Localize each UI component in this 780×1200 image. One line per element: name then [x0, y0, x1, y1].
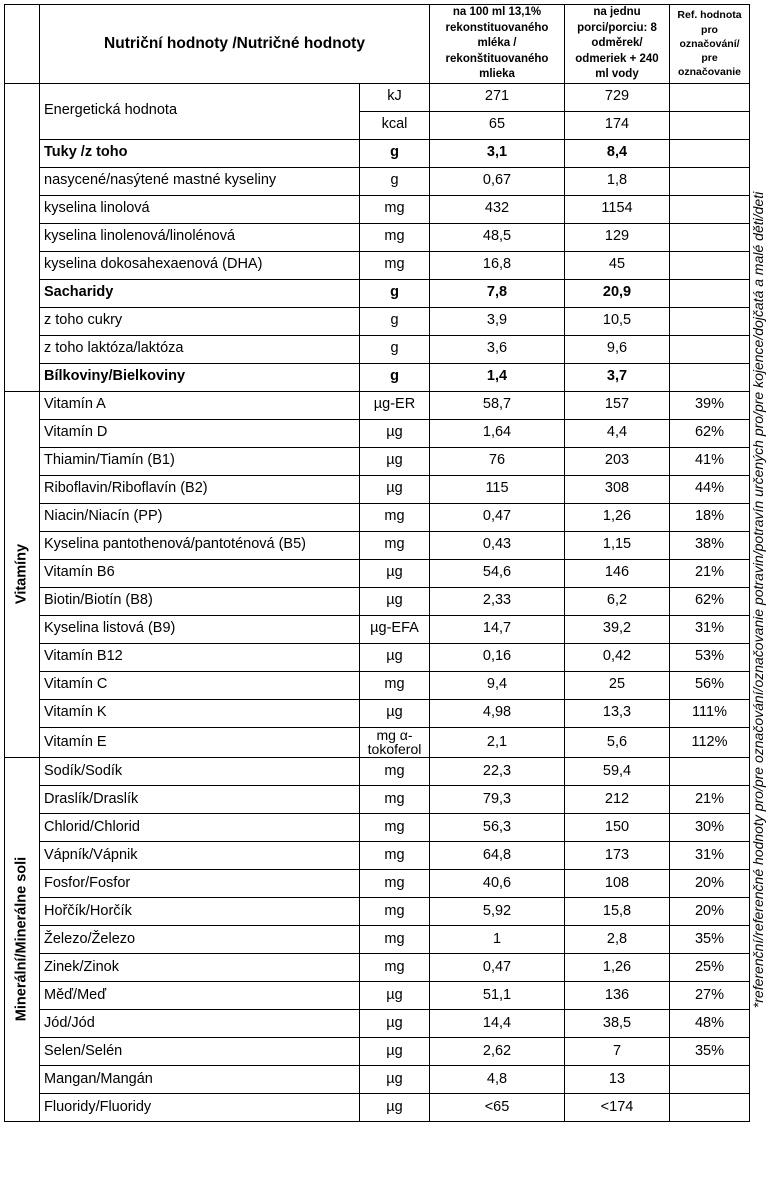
header-corner — [5, 5, 40, 84]
portion-cell: 1,26 — [565, 503, 670, 531]
ref-cell: 38% — [670, 531, 750, 559]
portion-cell: 7 — [565, 1037, 670, 1065]
macro-row — [5, 167, 750, 195]
per100-cell: 64,8 — [430, 841, 565, 869]
unit-cell: g — [360, 363, 430, 391]
ref-cell — [670, 167, 750, 195]
unit-cell: µg — [360, 1009, 430, 1037]
per100-cell: 65 — [430, 111, 565, 139]
nutrient-name: Tuky /z toho — [40, 139, 360, 167]
unit-cell: µg-EFA — [360, 615, 430, 643]
portion-cell: 203 — [565, 447, 670, 475]
ref-cell: 62% — [670, 587, 750, 615]
unit-cell: kcal — [360, 111, 430, 139]
ref-cell — [670, 1093, 750, 1121]
portion-cell: 13,3 — [565, 699, 670, 727]
portion-cell: 6,2 — [565, 587, 670, 615]
ref-cell — [670, 223, 750, 251]
ref-cell: 35% — [670, 1037, 750, 1065]
per100-cell: 271 — [430, 83, 565, 111]
nutrient-name: Riboflavin/Riboflavín (B2) — [40, 475, 360, 503]
portion-cell: 212 — [565, 785, 670, 813]
mineral-row — [5, 1093, 750, 1121]
ref-cell: 48% — [670, 1009, 750, 1037]
unit-cell: mg — [360, 841, 430, 869]
col-header-ref: Ref. hodnota pro označování/ pre označovanie — [670, 5, 750, 84]
nutrient-name: Mangan/Mangán — [40, 1065, 360, 1093]
portion-cell: 3,7 — [565, 363, 670, 391]
per100-cell: 0,43 — [430, 531, 565, 559]
macro-row — [5, 279, 750, 307]
ref-cell: 31% — [670, 615, 750, 643]
mineral-group-cell — [5, 757, 40, 1121]
vitamin-group-label: Vitamíny — [13, 544, 30, 605]
per100-cell: 0,67 — [430, 167, 565, 195]
unit-cell: g — [360, 167, 430, 195]
vitamin-row — [5, 503, 750, 531]
portion-cell: 173 — [565, 841, 670, 869]
unit-line: tokoferol — [367, 741, 422, 758]
unit-cell: g — [360, 139, 430, 167]
unit-cell: µg — [360, 419, 430, 447]
ref-cell: 25% — [670, 953, 750, 981]
nutrient-name: Jód/Jód — [40, 1009, 360, 1037]
nutrient-name: Kyselina pantothenová/pantoténová (B5) — [40, 531, 360, 559]
ref-cell — [670, 363, 750, 391]
per100-cell: 14,7 — [430, 615, 565, 643]
mineral-row — [5, 981, 750, 1009]
unit-line: mg α- — [376, 726, 413, 743]
ref-cell: 56% — [670, 671, 750, 699]
portion-cell: 20,9 — [565, 279, 670, 307]
unit-cell: mg — [360, 671, 430, 699]
unit-cell: kJ — [360, 83, 430, 111]
unit-cell: g — [360, 307, 430, 335]
unit-cell: µg — [360, 1065, 430, 1093]
unit-cell: mg — [360, 757, 430, 785]
ref-cell: 62% — [670, 419, 750, 447]
nutrient-name: Bílkoviny/Bielkoviny — [40, 363, 360, 391]
per100-cell: 115 — [430, 475, 565, 503]
macro-row — [5, 251, 750, 279]
per100-cell: 0,47 — [430, 953, 565, 981]
nutrition-table — [4, 4, 750, 1122]
per100-cell: 58,7 — [430, 391, 565, 419]
nutrient-name: z toho laktóza/laktóza — [40, 335, 360, 363]
nutrient-name: Niacin/Niacín (PP) — [40, 503, 360, 531]
per100-cell: 51,1 — [430, 981, 565, 1009]
unit-cell: µg — [360, 475, 430, 503]
unit-cell: g — [360, 335, 430, 363]
col-header-portion: na jednu porci/porciu: 8 odměrek/ odmeriek + 240 ml vody — [565, 5, 670, 84]
per100-cell: 16,8 — [430, 251, 565, 279]
unit-cell: µg — [360, 1037, 430, 1065]
mineral-row — [5, 953, 750, 981]
unit-cell: mg — [360, 813, 430, 841]
mineral-group-label: Minerální/Minerálne soli — [13, 857, 30, 1022]
per100-cell: 1,4 — [430, 363, 565, 391]
per100-cell: 4,8 — [430, 1065, 565, 1093]
ref-cell: 39% — [670, 391, 750, 419]
portion-cell: 308 — [565, 475, 670, 503]
nutrient-name: Vitamín K — [40, 699, 360, 727]
ref-cell — [670, 83, 750, 111]
nutrient-name: Vitamín A — [40, 391, 360, 419]
energy-side-blank — [5, 83, 40, 391]
unit-cell: mg — [360, 869, 430, 897]
vitamin-row — [5, 643, 750, 671]
per100-cell: 3,9 — [430, 307, 565, 335]
ref-cell — [670, 251, 750, 279]
unit-cell: µg-ER — [360, 391, 430, 419]
portion-cell: 146 — [565, 559, 670, 587]
nutrient-name: Vitamín C — [40, 671, 360, 699]
per100-cell: 4,98 — [430, 699, 565, 727]
nutrient-name: kyselina linolenová/linolénová — [40, 223, 360, 251]
portion-cell: 4,4 — [565, 419, 670, 447]
portion-cell: 5,6 — [565, 727, 670, 757]
per100-cell: 2,62 — [430, 1037, 565, 1065]
per100-cell: 56,3 — [430, 813, 565, 841]
portion-cell: 45 — [565, 251, 670, 279]
per100-cell: 2,33 — [430, 587, 565, 615]
nutrient-name: kyselina linolová — [40, 195, 360, 223]
unit-cell: mg — [360, 953, 430, 981]
unit-cell: mg — [360, 531, 430, 559]
ref-cell — [670, 195, 750, 223]
unit-cell: µg — [360, 643, 430, 671]
mineral-row — [5, 757, 750, 785]
ref-cell: 18% — [670, 503, 750, 531]
ref-cell — [670, 757, 750, 785]
unit-cell: g — [360, 279, 430, 307]
ref-cell: 31% — [670, 841, 750, 869]
portion-cell: 38,5 — [565, 1009, 670, 1037]
portion-cell: 8,4 — [565, 139, 670, 167]
vitamin-row — [5, 615, 750, 643]
nutrient-name: Zinek/Zinok — [40, 953, 360, 981]
ref-cell: 112% — [670, 727, 750, 757]
portion-cell: 1,8 — [565, 167, 670, 195]
portion-cell: 129 — [565, 223, 670, 251]
per100-cell: 79,3 — [430, 785, 565, 813]
portion-cell: 1,26 — [565, 953, 670, 981]
ref-cell — [670, 335, 750, 363]
unit-cell: mg — [360, 251, 430, 279]
unit-cell: µg — [360, 559, 430, 587]
ref-cell: 20% — [670, 897, 750, 925]
portion-cell: 59,4 — [565, 757, 670, 785]
per100-cell: 48,5 — [430, 223, 565, 251]
nutrient-name: Sacharidy — [40, 279, 360, 307]
unit-cell: µg — [360, 981, 430, 1009]
macro-row — [5, 223, 750, 251]
portion-cell: 2,8 — [565, 925, 670, 953]
unit-cell: mg — [360, 785, 430, 813]
energy-row — [5, 83, 750, 111]
vitamin-row — [5, 475, 750, 503]
ref-cell: 30% — [670, 813, 750, 841]
macro-row — [5, 139, 750, 167]
nutrient-name: Vitamín B12 — [40, 643, 360, 671]
unit-cell: mg — [360, 503, 430, 531]
portion-cell: 15,8 — [565, 897, 670, 925]
portion-cell: <174 — [565, 1093, 670, 1121]
unit-cell: mg — [360, 897, 430, 925]
per100-cell: 1,64 — [430, 419, 565, 447]
ref-cell — [670, 1065, 750, 1093]
mineral-row — [5, 785, 750, 813]
unit-cell — [360, 727, 430, 757]
mineral-row — [5, 813, 750, 841]
ref-cell: 21% — [670, 559, 750, 587]
portion-cell: 9,6 — [565, 335, 670, 363]
unit-cell: mg — [360, 925, 430, 953]
reference-footnote: *referenční/referenčné hodnoty pro/pre označování/označovanie potravin/potravín určených pro/pre kojence/dojčatá a malé děti/deti — [750, 191, 766, 1009]
table-title: Nutriční hodnoty /Nutričné hodnoty — [40, 5, 430, 84]
vitamin-row — [5, 391, 750, 419]
mineral-row — [5, 1037, 750, 1065]
per100-cell: 432 — [430, 195, 565, 223]
macro-row — [5, 307, 750, 335]
nutrient-name: Thiamin/Tiamín (B1) — [40, 447, 360, 475]
portion-cell: 108 — [565, 869, 670, 897]
vitamin-row — [5, 447, 750, 475]
nutrient-name: z toho cukry — [40, 307, 360, 335]
per100-cell: 40,6 — [430, 869, 565, 897]
per100-cell: 7,8 — [430, 279, 565, 307]
mineral-row — [5, 869, 750, 897]
portion-cell: 1154 — [565, 195, 670, 223]
ref-cell: 20% — [670, 869, 750, 897]
per100-cell: 76 — [430, 447, 565, 475]
nutrient-name: Vápník/Vápnik — [40, 841, 360, 869]
unit-cell: µg — [360, 587, 430, 615]
nutrient-name: Měď/Meď — [40, 981, 360, 1009]
col-header-per100: na 100 ml 13,1% rekonstituovaného mléka / rekonštituovaného mlieka — [430, 5, 565, 84]
ref-cell — [670, 111, 750, 139]
vitamin-group-cell — [5, 391, 40, 757]
macro-row — [5, 363, 750, 391]
per100-cell: 0,16 — [430, 643, 565, 671]
ref-cell — [670, 139, 750, 167]
portion-cell: 157 — [565, 391, 670, 419]
ref-cell: 53% — [670, 643, 750, 671]
vitamin-row — [5, 671, 750, 699]
per100-cell: 3,1 — [430, 139, 565, 167]
nutrient-name: Sodík/Sodík — [40, 757, 360, 785]
per100-cell: 5,92 — [430, 897, 565, 925]
ref-cell: 21% — [670, 785, 750, 813]
per100-cell: 3,6 — [430, 335, 565, 363]
vitamin-row — [5, 559, 750, 587]
ref-cell — [670, 307, 750, 335]
mineral-row — [5, 841, 750, 869]
ref-cell: 35% — [670, 925, 750, 953]
nutrient-name: Fosfor/Fosfor — [40, 869, 360, 897]
unit-cell: mg — [360, 223, 430, 251]
ref-cell: 44% — [670, 475, 750, 503]
per100-cell: 22,3 — [430, 757, 565, 785]
portion-cell: 25 — [565, 671, 670, 699]
portion-cell: 13 — [565, 1065, 670, 1093]
ref-cell: 27% — [670, 981, 750, 1009]
nutrient-name: Fluoridy/Fluoridy — [40, 1093, 360, 1121]
mineral-row — [5, 897, 750, 925]
portion-cell: 150 — [565, 813, 670, 841]
portion-cell: 39,2 — [565, 615, 670, 643]
header-row — [5, 5, 750, 84]
nutrient-name: Železo/Železo — [40, 925, 360, 953]
portion-cell: 10,5 — [565, 307, 670, 335]
portion-cell: 0,42 — [565, 643, 670, 671]
nutrient-name: Draslík/Draslík — [40, 785, 360, 813]
per100-cell: 2,1 — [430, 727, 565, 757]
vitamin-row — [5, 699, 750, 727]
macro-row — [5, 335, 750, 363]
portion-cell: 136 — [565, 981, 670, 1009]
nutrition-table-wrapper — [4, 4, 750, 1122]
vitamin-row — [5, 531, 750, 559]
nutrient-name: Vitamín E — [40, 727, 360, 757]
nutrient-name: Biotin/Biotín (B8) — [40, 587, 360, 615]
energy-label: Energetická hodnota — [40, 83, 360, 139]
mineral-row — [5, 1065, 750, 1093]
unit-cell: µg — [360, 699, 430, 727]
vitamin-row — [5, 419, 750, 447]
ref-cell: 111% — [670, 699, 750, 727]
per100-cell: 0,47 — [430, 503, 565, 531]
nutrient-name: Chlorid/Chlorid — [40, 813, 360, 841]
vitamin-row — [5, 587, 750, 615]
portion-cell: 1,15 — [565, 531, 670, 559]
nutrient-name: Vitamín B6 — [40, 559, 360, 587]
per100-cell: 1 — [430, 925, 565, 953]
per100-cell: 54,6 — [430, 559, 565, 587]
vitamin-row — [5, 727, 750, 757]
per100-cell: 14,4 — [430, 1009, 565, 1037]
portion-cell: 729 — [565, 83, 670, 111]
mineral-row — [5, 925, 750, 953]
macro-row — [5, 195, 750, 223]
ref-cell — [670, 279, 750, 307]
ref-cell: 41% — [670, 447, 750, 475]
portion-cell: 174 — [565, 111, 670, 139]
unit-cell: µg — [360, 447, 430, 475]
per100-cell: 9,4 — [430, 671, 565, 699]
nutrient-name: Hořčík/Horčík — [40, 897, 360, 925]
per100-cell: <65 — [430, 1093, 565, 1121]
nutrient-name: kyselina dokosahexaenová (DHA) — [40, 251, 360, 279]
nutrient-name: Vitamín D — [40, 419, 360, 447]
nutrient-name: Selen/Selén — [40, 1037, 360, 1065]
unit-cell: mg — [360, 195, 430, 223]
nutrient-name: nasycené/nasýtené mastné kyseliny — [40, 167, 360, 195]
nutrient-name: Kyselina listová (B9) — [40, 615, 360, 643]
mineral-row — [5, 1009, 750, 1037]
unit-cell: µg — [360, 1093, 430, 1121]
